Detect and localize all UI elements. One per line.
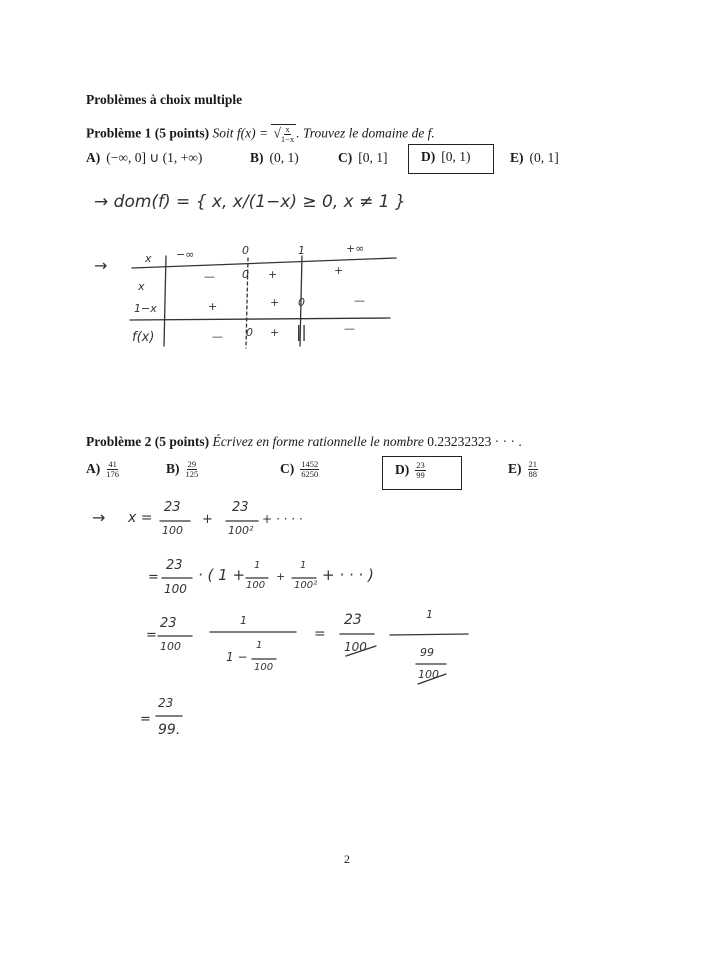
work-l3-inner-den: 100 bbox=[254, 662, 274, 673]
option-letter: A) bbox=[86, 460, 101, 476]
sign-row-label: x bbox=[138, 280, 145, 293]
work-l1-t2-den: 100² bbox=[228, 524, 254, 537]
work-l3-big-den: 1 − bbox=[226, 650, 248, 664]
problem2-points: (5 points) bbox=[154, 434, 210, 449]
work-arrow: → bbox=[92, 508, 106, 527]
work-l2-b-num: 1 bbox=[300, 560, 307, 571]
problem2-prompt: Écrivez en forme rationnelle le nombre bbox=[212, 434, 424, 449]
work-l3-eq: = bbox=[314, 626, 326, 642]
sign-table-arrow: → bbox=[94, 256, 108, 275]
work-l1-tail: + · · · · bbox=[262, 512, 303, 526]
page-number: 2 bbox=[344, 852, 350, 866]
fraction-den: 88 bbox=[528, 469, 537, 479]
work-l4-den: 99. bbox=[158, 722, 181, 738]
problem2-number: 0.23232323 · · · . bbox=[427, 434, 522, 449]
option-value: (−∞, 0] ∪ (1, +∞) bbox=[106, 150, 203, 165]
cross-out bbox=[346, 646, 376, 656]
work-l2-a-den: 100 bbox=[246, 580, 266, 591]
work-l2-mid: · ( 1 + bbox=[198, 566, 246, 584]
option-letter: D) bbox=[421, 149, 436, 164]
sign-cell: — bbox=[204, 270, 215, 283]
fraction-num: 29 bbox=[187, 459, 197, 469]
sqrt-num: x bbox=[285, 124, 290, 134]
work-l2-lhs: = bbox=[148, 570, 159, 585]
sign-cell: || bbox=[296, 322, 307, 341]
work-l3-big-num: 1 bbox=[240, 614, 247, 627]
work-l4-lhs: = bbox=[140, 712, 151, 727]
sign-row-label: 1−x bbox=[134, 302, 157, 315]
fraction-num: 23 bbox=[416, 460, 425, 470]
work-l3-g-num: 23 bbox=[344, 612, 362, 628]
work-l3-r-num: 1 bbox=[426, 608, 433, 621]
fraction-num: 41 bbox=[108, 459, 117, 469]
sign-cell: + bbox=[334, 264, 344, 277]
cross-out bbox=[418, 674, 446, 684]
work-l3-r-den-num: 99 bbox=[420, 646, 434, 659]
sign-cell: — bbox=[212, 330, 223, 343]
sign-table-vertical-one bbox=[300, 256, 302, 346]
work-l2-a-num: 1 bbox=[254, 560, 261, 571]
work-l2-num: 23 bbox=[166, 558, 183, 573]
sign-table-header-line bbox=[132, 258, 396, 268]
hand-domain: → dom(f) = { x, x/(1−x) ≥ 0, x ≠ 1 } bbox=[94, 192, 406, 212]
fraction-num: 21 bbox=[528, 459, 537, 469]
option-letter: B) bbox=[166, 460, 180, 476]
problem1-prompt-end: . Trouvez le domaine de f. bbox=[296, 125, 435, 141]
option-letter: C) bbox=[280, 460, 295, 476]
work-l3-inner-num: 1 bbox=[256, 640, 263, 651]
sign-cell: — bbox=[344, 322, 355, 335]
sign-cell: + bbox=[268, 268, 278, 281]
problem1-points: (5 points) bbox=[154, 125, 210, 141]
sign-head-zero: 0 bbox=[242, 244, 249, 257]
work-l2-den: 100 bbox=[164, 582, 187, 596]
work-l4-num: 23 bbox=[158, 696, 174, 710]
option-letter: D) bbox=[395, 461, 410, 477]
problem1-prompt-start: Soit f(x) = bbox=[212, 125, 272, 141]
fraction-den: 125 bbox=[185, 469, 199, 479]
sign-head-pos-inf: +∞ bbox=[346, 242, 365, 255]
sign-cell: 0 bbox=[242, 268, 249, 281]
sign-head-neg-inf: −∞ bbox=[176, 248, 195, 261]
work-l1-t1-den: 100 bbox=[162, 524, 183, 537]
sign-cell: 0 bbox=[246, 326, 253, 339]
sqrt-den: 1−x bbox=[280, 134, 295, 144]
sign-cell: + bbox=[208, 300, 218, 313]
option-letter: E) bbox=[508, 460, 522, 476]
work-l2-plus: + bbox=[276, 570, 286, 583]
sign-cell: + bbox=[270, 296, 280, 309]
sqrt-expression: √ $\frac{x}{1-x}$ bbox=[273, 124, 295, 144]
work-l1-t1-num: 23 bbox=[164, 500, 181, 515]
sign-cell: 0 bbox=[298, 296, 305, 309]
sign-table-vertical-zero bbox=[246, 258, 248, 348]
option-letter: E) bbox=[510, 150, 524, 165]
sign-head-one: 1 bbox=[298, 244, 305, 257]
problem2-label: Problème 2 bbox=[86, 434, 152, 449]
work-l3-g-den: 100 bbox=[344, 640, 367, 654]
option-letter: B) bbox=[250, 150, 264, 165]
option-value: [0, 1) bbox=[441, 149, 471, 164]
work-l3-r-den-den: 100 bbox=[418, 668, 439, 681]
fraction-bar bbox=[390, 634, 468, 635]
fraction-den: 99 bbox=[416, 470, 425, 480]
sign-row-label: f(x) bbox=[132, 330, 155, 345]
problem1-label: Problème 1 bbox=[86, 125, 152, 141]
work-l1-lhs: x = bbox=[128, 510, 153, 526]
fraction-den: 176 bbox=[106, 469, 119, 479]
work-l3-num: 23 bbox=[160, 616, 177, 631]
fraction-num: 1452 bbox=[301, 459, 319, 469]
sign-table-vertical-left bbox=[164, 256, 166, 346]
work-l1-t2-num: 23 bbox=[232, 500, 249, 515]
section-title: Problèmes à choix multiple bbox=[86, 92, 243, 107]
sign-cell: + bbox=[270, 326, 280, 339]
option-value: [0, 1] bbox=[358, 150, 388, 165]
option-value: (0, 1) bbox=[269, 150, 299, 165]
work-l1-plus: + bbox=[202, 512, 213, 527]
work-l3-den: 100 bbox=[160, 640, 181, 653]
work-l2-b-den: 100² bbox=[294, 580, 318, 591]
option-value: (0, 1] bbox=[529, 150, 559, 165]
fraction-den: 6250 bbox=[301, 469, 319, 479]
sign-cell: — bbox=[354, 294, 365, 307]
sign-table-bottom-line bbox=[130, 318, 390, 320]
work-l3-lhs: = bbox=[146, 628, 157, 643]
option-letter: A) bbox=[86, 150, 101, 165]
sign-head-x: x bbox=[145, 252, 152, 265]
work-l2-tail: + · · · ) bbox=[322, 566, 374, 584]
option-letter: C) bbox=[338, 150, 353, 165]
